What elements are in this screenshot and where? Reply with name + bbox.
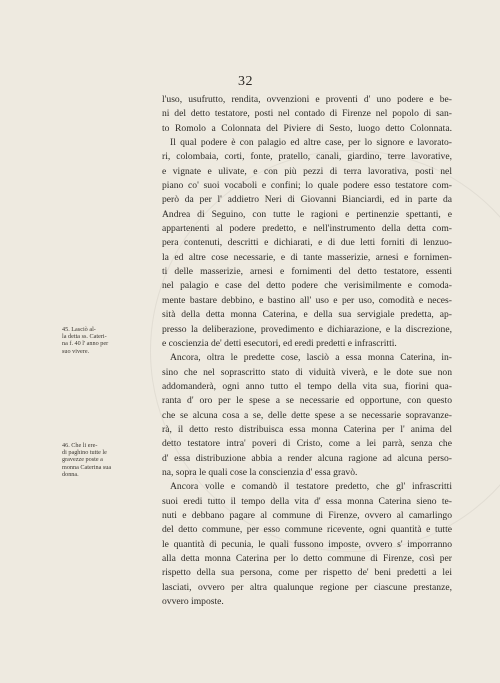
body-line: e vignate e ulivate, e con più pezzi di terra lavorativa, posti nel — [162, 165, 452, 177]
body-line: mente bastare debbino, e bastino all' uso e per uso, comodità e neces- — [162, 294, 452, 306]
body-line: del detto commune, per esso commune ricevente, ogni quantità e tutte — [162, 524, 452, 536]
marginal-note-45 — [62, 326, 158, 355]
marginal-note-line: suo vivere. — [62, 347, 90, 355]
marginal-note-line: 45. Lasciò al- — [62, 326, 96, 333]
body-line: na, sopra le quali cose la conscienzia d' essa gravò. — [162, 466, 358, 478]
body-line: sità della detta monna Caterina, e della sua servigiale predetta, ap- — [162, 309, 452, 321]
body-line: Il qual podere è con palagio ed altre case, per lo signore e lavorato- — [170, 137, 452, 149]
body-line: però da per l' addietro Neri di Giovanni Bianciardi, ed in parte da — [162, 194, 452, 206]
body-line: presso la deliberazione, provedimento e dichiarazione, e la discrezione, — [162, 323, 452, 335]
marginal-note-line: di paghino tutte le — [62, 449, 107, 457]
body-line: le quantità di pecunia, le quali fussono imposte, ovvero s' imporranno — [162, 538, 452, 550]
marginal-note-line: 46. Che li ere- — [62, 442, 98, 449]
body-line: nuti e debbano pagare al commune di Firenze, ovvero al camarlingo — [162, 509, 452, 521]
body-line: suoi eredi tutto il tempo della vita d' essa monna Caterina sieno te- — [162, 495, 452, 507]
body-line: rà, il detto resto distribuisca essa monna Caterina per l' anima del — [162, 423, 452, 435]
body-line: alla detta monna Caterina per lo detto commune di Firenze, così per — [162, 553, 452, 564]
body-line: l'uso, usufrutto, rendita, ovvenzioni e proventi d' uno podere e be- — [162, 94, 452, 105]
body-line: Ancora, oltra le predette cose, lasciò a essa monna Caterina, in- — [170, 352, 452, 364]
body-line: ovvero imposte. — [162, 596, 224, 608]
body-line: Andrea di Seguino, con tutte le ragioni e pertinenzie spettanti, e — [162, 208, 452, 220]
marginal-note-line: la detta ss. Cateri- — [62, 333, 107, 341]
marginal-note-line: na f. 40 l' anno per — [62, 340, 109, 348]
body-line: appartenenti al podere predetto, e nell'instrumento della detta com- — [162, 223, 452, 235]
body-line: ri, colombaia, corti, fonte, pratello, canali, giardino, terre lavorative, — [162, 151, 452, 163]
marginal-note-line: gravezze poste a — [62, 456, 103, 464]
body-line: ti delle masserizie, arnesi e fornimenti del detto testatore, essenti — [162, 266, 452, 278]
body-line: ranta d' oro per le spese a se necessarie ed opportune, con questo — [162, 395, 452, 407]
body-line: d' essa distribuzione abbia a render alcuna ragione ad alcuna perso- — [162, 452, 452, 464]
body-line: lasciati, ovvero per altra qualunque regione per ciascune prestanze, — [162, 581, 452, 593]
body-line: rispetto della sua persona, come per rispetto de' beni predetti a lei — [162, 567, 452, 579]
body-line: che se alcuna cosa a se, delle dette spese a se necessarie sopravanze- — [162, 409, 452, 421]
body-line: to Romolo a Colonnata del Piviere di Sesto, luogo detto Colonnata. — [162, 122, 452, 134]
page-number: 32 — [238, 74, 253, 89]
body-line: detto testatore intra' poveri di Cristo, come a lei parrà, senza che — [162, 438, 452, 450]
body-line: pera contenuti, descritti e dichiarati, e di due letti forniti di lenzuo- — [162, 237, 452, 249]
body-text — [162, 93, 452, 609]
body-line: nel palagio e case del detto podere che verisimilmente e comoda- — [162, 280, 452, 292]
body-line: e coscienzia de' detti esecutori, ed eredi predetti e infrascritti. — [162, 337, 397, 349]
body-line: sino che nel soprascritto stato di viduità viverà, e le dote sue non — [162, 366, 452, 378]
marginal-note-46 — [62, 442, 158, 478]
body-line: Ancora volle e comandò il testatore predetto, che gl' infrascritti — [170, 481, 452, 493]
marginal-note-line: monna Caterina sua — [62, 463, 112, 471]
body-line: ni del detto testatore, posti nel contado di Firenze nel popolo di san- — [162, 108, 452, 120]
body-line: piano co' suoi vocaboli e confini; lo quale podere esso testatore com- — [162, 180, 452, 192]
body-line: la ed altre cose necessarie, e di tante masserizie, arnesi e fornimen- — [162, 251, 452, 263]
body-line: addomanderà, ogni anno tutto el tempo della vita sua, fiorini qua- — [162, 380, 452, 392]
marginal-note-line: donna. — [62, 470, 79, 478]
